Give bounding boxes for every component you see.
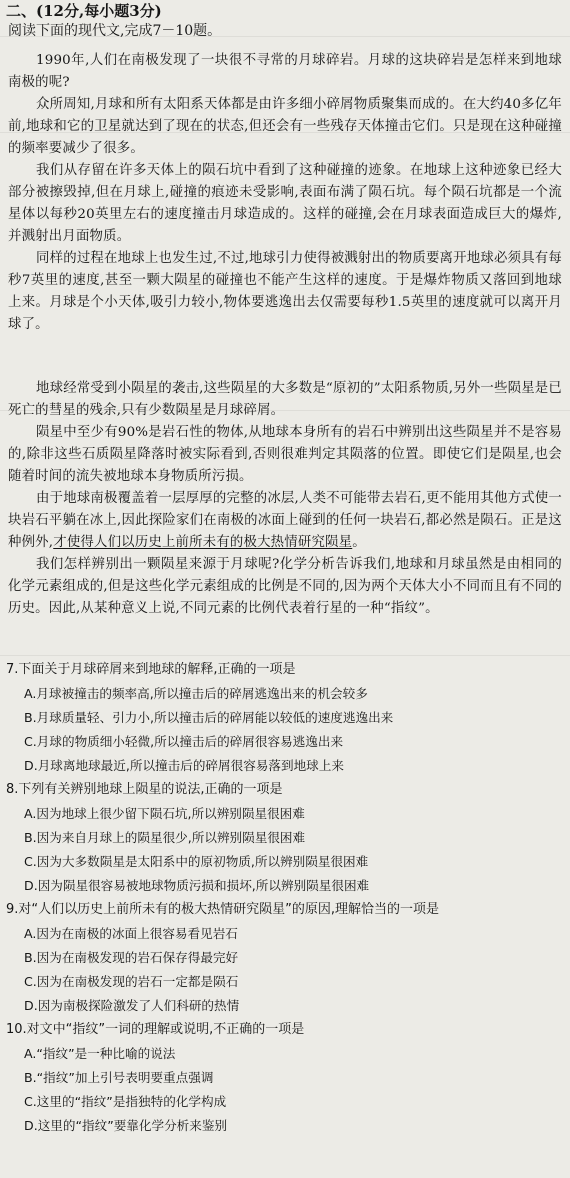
answer-option-d: D.这里的“指纹”要靠化学分析来鉴别 bbox=[24, 1118, 228, 1133]
answer-option-c: C.因为大多数陨星是太阳系中的原初物质,所以辨别陨星很困难 bbox=[24, 854, 369, 869]
answer-option-a: A.月球被撞击的频率高,所以撞击后的碎屑逃逸出来的机会较多 bbox=[24, 686, 368, 701]
passage-paragraph: 陨星中至少有90%是岩石性的物体,从地球本身所有的岩石中辨别出这些陨星并不是容易的,除非这些石质陨星降落时被实际看到,否则很难判定其陨落的位置。即使它们是陨星,也会随着时间的流失被地球本身物质所污损。 bbox=[8, 425, 562, 484]
answer-option-b: B.月球质量轻、引力小,所以撞击后的碎屑能以较低的速度逃逸出来 bbox=[24, 710, 394, 725]
passage-paragraph: 我们从存留在许多天体上的陨石坑中看到了这种碰撞的迹象。在地球上这种迹象已经大部分被擦毁掉,但在月球上,碰撞的痕迹未受影响,表面布满了陨石坑。每个陨石坑都是一个流星体以每秒20英里左右的速度撞击月球造成的。这样的碰撞,会在月球表面造成巨大的爆炸,并溅射出月面物质。 bbox=[8, 163, 562, 244]
question-stem: 10.对文中“指纹”一词的理解或说明,不正确的一项是 bbox=[6, 1022, 305, 1037]
answer-options bbox=[6, 682, 562, 778]
question-block bbox=[6, 658, 562, 778]
question-list bbox=[6, 658, 562, 1138]
passage-paragraph: 同样的过程在地球上也发生过,不过,地球引力使得被溅射出的物质要离开地球必须具有每秒7英里的速度,甚至一颗大陨星的碰撞也不能产生这样的速度。于是爆炸物质又落回到地球上来。月球是个小天体,吸引力较小,物体要逃逸出去仅需要每秒1.5英里的速度就可以离开月球了。 bbox=[8, 251, 562, 332]
reading-passage-part-1 bbox=[8, 50, 562, 336]
question-block bbox=[6, 778, 562, 898]
answer-option-c: C.月球的物质细小轻微,所以撞击后的碎屑很容易逃逸出来 bbox=[24, 734, 344, 749]
answer-option-d: D.月球离地球最近,所以撞击后的碎屑很容易落到地球上来 bbox=[24, 758, 344, 773]
question-block bbox=[6, 898, 562, 1018]
section-instruction: 阅读下面的现代文,完成7－10题。 bbox=[8, 23, 222, 39]
question-stem: 8.下列有关辨别地球上陨星的说法,正确的一项是 bbox=[6, 782, 283, 797]
answer-options bbox=[6, 1042, 562, 1138]
passage-paragraph: 地球经常受到小陨星的袭击,这些陨星的大多数是“原初的”太阳系物质,另外一些陨星是已死亡的彗星的残余,只有少数陨星是月球碎屑。 bbox=[8, 381, 562, 418]
answer-options bbox=[6, 802, 562, 898]
question-stem: 7.下面关于月球碎屑来到地球的解释,正确的一项是 bbox=[6, 662, 296, 677]
answer-option-a: A.因为在南极的冰面上很容易看见岩石 bbox=[24, 926, 238, 941]
answer-option-a: A.“指纹”是一种比喻的说法 bbox=[24, 1046, 176, 1061]
question-block bbox=[6, 1018, 562, 1138]
bleed-through-line bbox=[0, 655, 570, 656]
reading-passage-part-2 bbox=[8, 378, 562, 620]
answer-option-a: A.因为地球上很少留下陨石坑,所以辨别陨星很困难 bbox=[24, 806, 305, 821]
section-title: 二、(12分,每小题3分) bbox=[6, 2, 162, 20]
passage-paragraph-underlined: 由于地球南极覆盖着一层厚厚的完整的冰层,人类不可能带去岩石,更不能用其他方式使一块岩石平躺在冰上,因此探险家们在南极的冰面上碰到的任何一块岩石,都必然是陨石。正是这种例外,才使得人们以历史上前所未有的极大热情研究陨星。 bbox=[8, 491, 562, 550]
answer-option-b: B.因为在南极发现的岩石保存得最完好 bbox=[24, 950, 239, 965]
passage-paragraph: 众所周知,月球和所有太阳系天体都是由许多细小碎屑物质聚集而成的。在大约40多亿年前,地球和它的卫星就达到了现在的状态,但还会有一些残存天体撞击它们。只是现在这种碰撞的频率要减少了很多。 bbox=[8, 97, 562, 156]
passage-paragraph: 1990年,人们在南极发现了一块很不寻常的月球碎岩。月球的这块碎岩是怎样来到地球南极的呢? bbox=[8, 53, 562, 90]
answer-option-d: D.因为陨星很容易被地球物质污损和损坏,所以辨别陨星很困难 bbox=[24, 878, 370, 893]
answer-options bbox=[6, 922, 562, 1018]
answer-option-c: C.因为在南极发现的岩石一定都是陨石 bbox=[24, 974, 239, 989]
underlined-sentence: 才使得人们以历史上前所未有的极大热情研究陨星 bbox=[53, 535, 353, 550]
answer-option-c: C.这里的“指纹”是指独特的化学构成 bbox=[24, 1094, 227, 1109]
answer-option-b: B.“指纹”加上引号表明要重点强调 bbox=[24, 1070, 214, 1085]
answer-option-d: D.因为南极探险激发了人们科研的热情 bbox=[24, 998, 240, 1013]
passage-paragraph: 我们怎样辨别出一颗陨星来源于月球呢?化学分析告诉我们,地球和月球虽然是由相同的化学元素组成的,但是这些化学元素组成的比例是不同的,因为两个天体大小不同而且有不同的历史。因此,从某种意义上说,不同元素的比例代表着行星的一种“指纹”。 bbox=[8, 557, 562, 616]
answer-option-b: B.因为来自月球上的陨星很少,所以辨别陨星很困难 bbox=[24, 830, 306, 845]
question-stem: 9.对“人们以历史上前所未有的极大热情研究陨星”的原因,理解恰当的一项是 bbox=[6, 902, 440, 917]
